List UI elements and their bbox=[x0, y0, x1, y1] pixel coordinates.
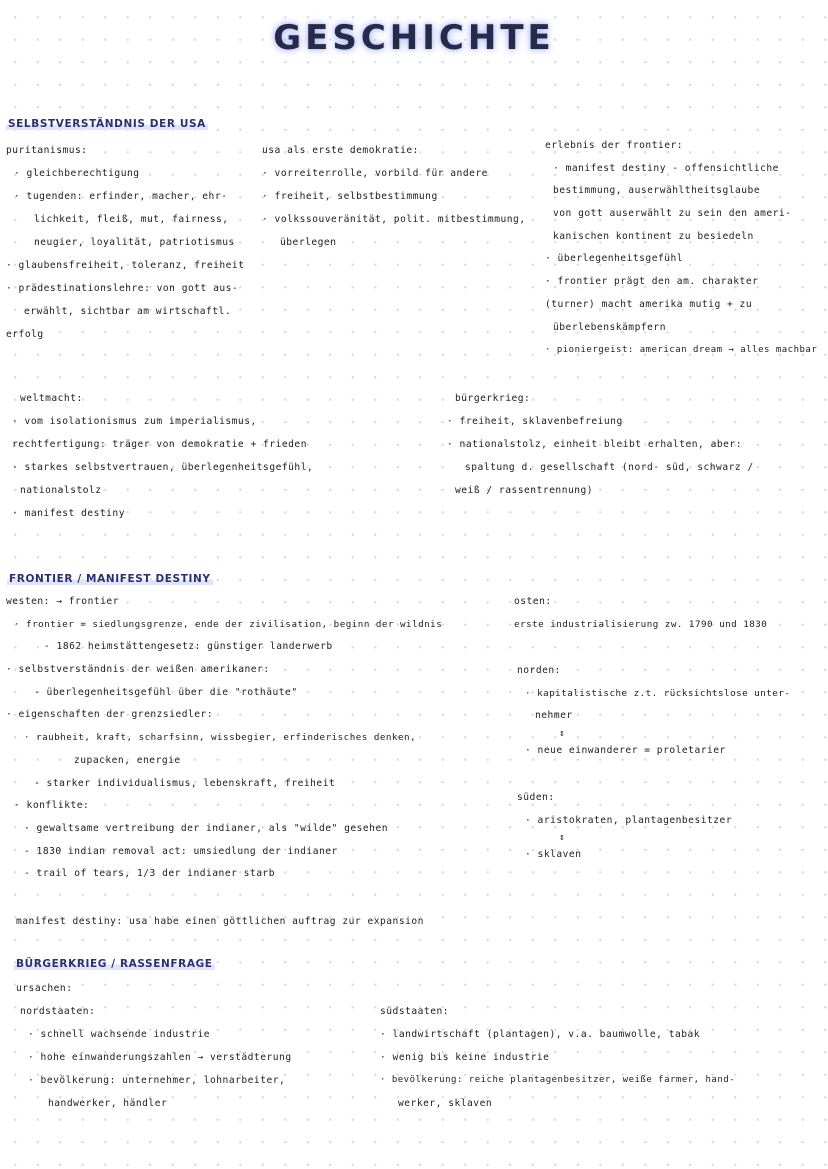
list-item: · vorreiterrolle, vorbild für andere bbox=[262, 168, 488, 179]
list-item: · bevölkerung: unternehmer, lohnarbeiter, bbox=[28, 1075, 286, 1086]
list-item: weltmacht: bbox=[20, 393, 83, 404]
list-item: · manifest destiny bbox=[12, 508, 125, 519]
list-item: · freiheit, sklavenbefreiung bbox=[447, 416, 623, 427]
list-item: · raubheit, kraft, scharfsinn, wissbegier, erfinderisches denken, bbox=[24, 732, 417, 744]
list-item: norden: bbox=[517, 665, 561, 676]
list-item: südstaaten: bbox=[380, 1006, 450, 1017]
list-item: lichkeit, fleiß, mut, fairness, bbox=[34, 214, 229, 225]
list-item: · nationalstolz, einheit bleibt erhalten, aber: bbox=[447, 439, 742, 450]
list-item: erste industrialisierung zw. 1790 und 1830 bbox=[514, 618, 768, 630]
list-item: weiß / rassentrennung) bbox=[455, 485, 594, 496]
list-item: - 1830 indian removal act: umsiedlung der indianer bbox=[24, 845, 338, 857]
osten-list bbox=[514, 591, 767, 636]
list-item: · gleichberechtigung bbox=[14, 168, 140, 179]
puritanismus-list bbox=[6, 139, 245, 346]
list-item: süden: bbox=[517, 792, 555, 803]
list-item: erlebnis der frontier: bbox=[545, 140, 684, 151]
list-item: · volkssouveränität, polit. mitbestimmung, bbox=[262, 214, 526, 225]
list-item: westen: → frontier bbox=[6, 596, 119, 607]
list-item: überlegen bbox=[280, 237, 337, 248]
list-item: · konflikte: bbox=[14, 800, 90, 812]
list-item: · aristokraten, plantagenbesitzer bbox=[525, 814, 733, 826]
list-item: · bevölkerung: reiche plantagenbesitzer, weiße farmer, hand- bbox=[380, 1075, 736, 1085]
list-item: nationalstolz bbox=[20, 485, 102, 496]
section-heading-selbstverstaendnis: SELBSTVERSTÄNDNIS DER USA bbox=[8, 118, 206, 130]
list-item: - starker individualismus, lebenskraft, freiheit bbox=[34, 777, 336, 789]
list-item: · manifest destiny - offensichtliche bbox=[553, 162, 779, 174]
arrow-updown-icon: ↕ bbox=[559, 728, 566, 740]
list-item: · selbstverständnis der weißen amerikaner: bbox=[6, 664, 270, 676]
list-item: · vom isolationismus zum imperialismus, bbox=[12, 416, 257, 427]
section-heading-buergerkrieg: BÜRGERKRIEG / RASSENFRAGE bbox=[16, 958, 213, 970]
nordstaaten-list bbox=[20, 1000, 292, 1115]
list-item: werker, sklaven bbox=[398, 1098, 493, 1109]
list-item: · gewaltsame vertreibung der indianer, als "wilde" gesehen bbox=[24, 822, 389, 834]
list-item: · prädestinationslehre: von gott aus- bbox=[6, 283, 239, 294]
westen-list bbox=[6, 591, 442, 886]
list-item: nehmer bbox=[535, 710, 573, 722]
page-title: GESCHICHTE bbox=[273, 18, 555, 58]
list-item: bürgerkrieg: bbox=[455, 393, 531, 404]
list-item: rechtfertigung: träger von demokratie + frieden bbox=[12, 439, 307, 450]
list-item: · sklaven bbox=[525, 849, 582, 861]
list-item: - überlegenheitsgefühl über die "rothäute" bbox=[34, 686, 298, 698]
list-item: nordstaaten: bbox=[20, 1006, 96, 1017]
list-item: erfolg bbox=[6, 329, 44, 340]
suedstaaten-list bbox=[380, 1000, 735, 1115]
list-item: usa als erste demokratie: bbox=[262, 145, 419, 156]
list-item: · frontier prägt den am. charakter bbox=[545, 276, 759, 288]
demokratie-list bbox=[262, 139, 526, 254]
list-item: · eigenschaften der grenzsiedler: bbox=[6, 709, 214, 721]
sueden-list bbox=[517, 787, 732, 867]
list-item: erwählt, sichtbar am wirtschaftl. bbox=[24, 306, 232, 317]
arrow-updown-icon: ↕ bbox=[559, 832, 566, 844]
list-item: · schnell wachsende industrie bbox=[28, 1029, 211, 1040]
list-item: - 1862 heimstättengesetz: günstiger landerwerb bbox=[44, 641, 333, 653]
list-item: überlebenskämpfern bbox=[553, 321, 666, 333]
list-item: · landwirtschaft (plantagen), v.a. baumwolle, tabak bbox=[380, 1029, 701, 1040]
buergerkrieg-list bbox=[447, 387, 754, 502]
section-heading-frontier: FRONTIER / MANIFEST DESTINY bbox=[9, 573, 211, 585]
list-item: bestimmung, auserwähltheitsglaube bbox=[553, 185, 761, 197]
list-item: · frontier = siedlungsgrenze, ende der zivilisation, beginn der wildnis bbox=[14, 618, 443, 630]
frontier-erlebnis-list bbox=[545, 135, 817, 362]
list-item: · hohe einwanderungszahlen → verstädterung bbox=[28, 1052, 292, 1063]
list-item: spaltung d. gesellschaft (nord- süd, schwarz / bbox=[465, 462, 754, 473]
list-item: · freiheit, selbstbestimmung bbox=[262, 191, 438, 202]
list-item: puritanismus: bbox=[6, 145, 88, 156]
list-item: handwerker, händler bbox=[48, 1098, 168, 1109]
list-item: (turner) macht amerika mutig + zu bbox=[545, 298, 753, 310]
list-item: osten: bbox=[514, 596, 552, 607]
list-item: · neue einwanderer = proletarier bbox=[525, 745, 726, 757]
list-item: · pioniergeist: american dream → alles machbar bbox=[545, 345, 818, 356]
weltmacht-list bbox=[12, 387, 313, 525]
manifest-destiny-definition: manifest destiny: usa habe einen göttlichen auftrag zur expansion bbox=[16, 916, 424, 927]
list-item: von gott auserwählt zu sein den ameri- bbox=[553, 208, 792, 220]
list-item: neugier, loyalität, patriotismus bbox=[34, 237, 235, 248]
list-item: zupacken, energie bbox=[74, 754, 181, 766]
ursachen-label: ursachen: bbox=[16, 983, 73, 994]
norden-list bbox=[517, 660, 790, 763]
list-item: · kapitalistische z.t. rücksichtslose unter- bbox=[525, 687, 791, 699]
list-item: · glaubensfreiheit, toleranz, freiheit bbox=[6, 260, 245, 271]
list-item: - trail of tears, 1/3 der indianer starb bbox=[24, 868, 276, 880]
list-item: kanischen kontinent zu besiedeln bbox=[553, 230, 754, 242]
list-item: · starkes selbstvertrauen, überlegenheitsgefühl, bbox=[12, 462, 314, 473]
list-item: · wenig bis keine industrie bbox=[380, 1052, 550, 1063]
list-item: · überlegenheitsgefühl bbox=[545, 253, 684, 265]
list-item: · tugenden: erfinder, macher, ehr- bbox=[14, 191, 228, 202]
